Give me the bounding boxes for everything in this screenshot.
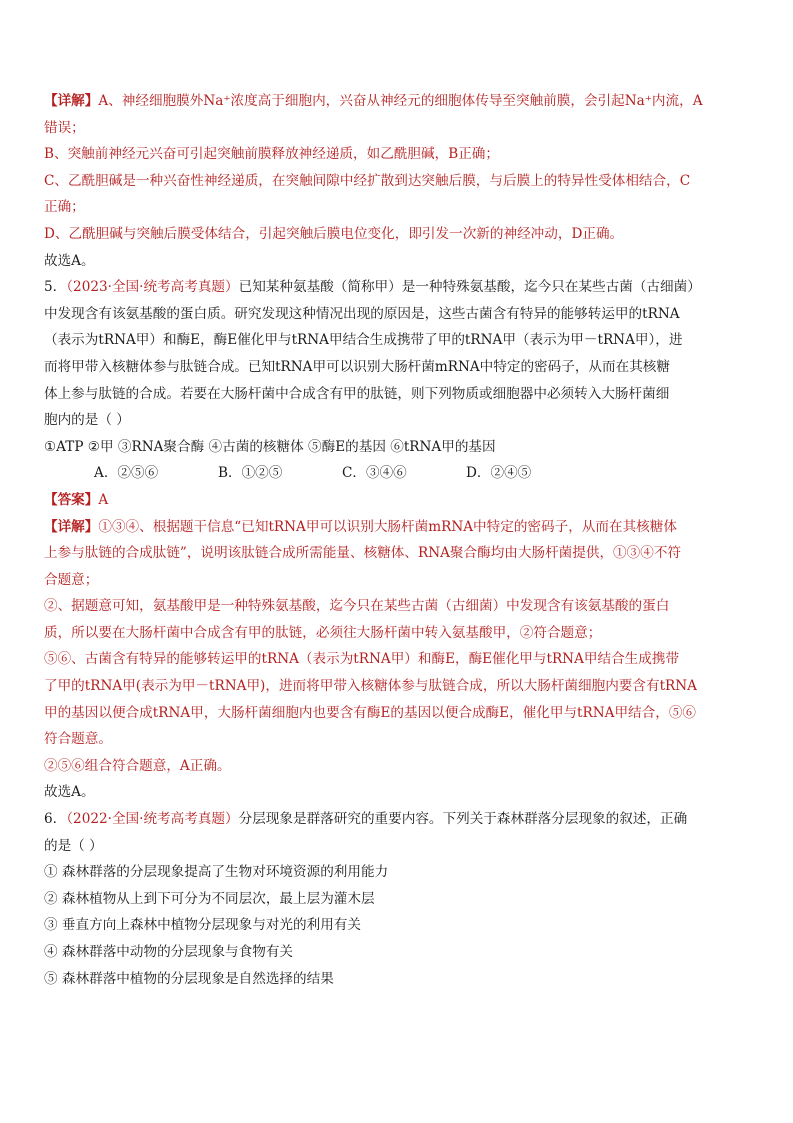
q5-answer xyxy=(44,487,756,514)
q5-option-c: C．③④⑥ xyxy=(342,465,407,482)
document-page xyxy=(44,88,756,992)
q5-stem-line-3: （表示为tRNA甲）和酶E，酶E催化甲与tRNA甲结合生成携带了甲的tRNA甲（表示为甲－tRNA甲），进 xyxy=(44,332,683,349)
q4-detail-line-5: 正确； xyxy=(44,199,85,216)
q6-item-5: ⑤ 森林群落中植物的分层现象是自然选择的结果 xyxy=(44,970,334,987)
q5-stem-line-6: 胞内的是（ ） xyxy=(44,412,130,429)
q6-item-4: ④ 森林群落中动物的分层现象与食物有关 xyxy=(44,944,294,960)
q5-detail-line-2: 上参与肽链的合成肽链”，说明该肽链合成所需能量、核糖体、RNA聚合酶均由大肠杆菌提供，①③④不符 xyxy=(44,545,682,562)
q6-item-3: ③ 垂直方向上森林中植物分层现象与对光的利用有关 xyxy=(44,917,361,934)
q4-detail-line-6: D、乙酰胆碱与突触后膜受体结合，引起突触后膜电位变化，即引发一次新的神经冲动，D正确。 xyxy=(44,225,624,242)
q5-source: （2023·全国·统考高考真题） xyxy=(66,279,239,296)
q5-items: ①ATP ②甲 ③RNA聚合酶 ④古菌的核糖体 ⑤酶E的基因 ⑥tRNA甲的基因 xyxy=(44,438,496,455)
q5-option-a: A．②⑤⑥ xyxy=(94,465,159,482)
q5-option-b: B．①②⑤ xyxy=(218,465,283,482)
q5-detail-line-10: ②⑤⑥组合符合题意，A正确。 xyxy=(44,757,231,774)
q5-detail-line-1: 【详解】①③④、根据题干信息“已知tRNA甲可以识别大肠杆菌mRNA中特定的密码子，从而在其核糖体 xyxy=(44,518,677,535)
q5-detail-line-6: ⑤⑥、古菌含有特异的能够转运甲的tRNA（表示为tRNA甲）和酶E，酶E催化甲与tRNA甲结合生成携带 xyxy=(44,651,680,668)
q6-number: 6． xyxy=(44,811,67,828)
q5-detail-line-7: 了甲的tRNA甲(表示为甲－tRNA甲)，进而将甲带入核糖体参与肽链合成，所以大肠杆菌细胞内要含有tRNA xyxy=(44,678,697,695)
q5-conclusion: 故选A。 xyxy=(44,784,95,801)
q5-stem-line-1: 5．（2023·全国·统考高考真题）已知某种氨基酸（简称甲）是一种特殊氨基酸，迄今只在某些古菌（古细菌） xyxy=(44,279,701,296)
q5-detail-line-4: ②、据题意可知，氨基酸甲是一种特殊氨基酸，迄今只在某些古菌（古细菌）中发现含有该氨基酸的蛋白 xyxy=(44,598,670,615)
q6-item-2: ② 森林植物从上到下可分为不同层次，最上层为灌木层 xyxy=(44,890,375,907)
q6-stem-line-2: 的是（ ） xyxy=(44,837,103,854)
q5-detail-line-3: 合题意； xyxy=(44,571,99,588)
q5-option-d: D．②④⑤ xyxy=(466,465,532,482)
q5-answer-value: A xyxy=(98,491,109,508)
q5-stem-line-2: 中发现含有该氨基酸的蛋白质。研究发现这种情况出现的原因是，这些古菌含有特异的能够转运甲的tRNA xyxy=(44,305,680,322)
q5-options xyxy=(44,460,756,487)
q5-answer-tag: 【答案】 xyxy=(44,491,99,508)
q5-detail-tag: 【详解】 xyxy=(44,518,99,535)
q5-detail-line-9: 符合题意。 xyxy=(44,731,112,748)
q4-detail-line-4: C、乙酰胆碱是一种兴奋性神经递质，在突触间隙中经扩散到达突触后膜，与后膜上的特异性受体相结合，C xyxy=(44,172,691,189)
q4-detail-line-3: B、突触前神经元兴奋可引起突触前膜释放神经递质，如乙酰胆碱，B正确； xyxy=(44,146,499,163)
q4-detail-tag: 【详解】 xyxy=(44,93,99,109)
q5-detail-line-5: 质，所以要在大肠杆菌中合成含有甲的肽链，必须往大肠杆菌中转入氨基酸甲，②符合题意； xyxy=(44,624,602,641)
q4-conclusion: 故选A。 xyxy=(44,252,95,269)
q5-detail-line-8: 甲的基因以便合成tRNA甲，大肠杆菌细胞内也要含有酶E的基因以便合成酶E，催化甲与tRNA甲结合，⑤⑥ xyxy=(44,704,697,721)
q6-source: （2022·全国·统考高考真题） xyxy=(66,811,239,828)
q5-stem-line-4: 而将甲带入核糖体参与肽链合成。已知tRNA甲可以识别大肠杆菌mRNA中特定的密码子，从而在其核糖 xyxy=(44,358,670,375)
q5-number: 5． xyxy=(44,279,67,296)
q4-detail-line-1: 【详解】A、神经细胞膜外Na⁺浓度高于细胞内，兴奋从神经元的细胞体传导至突触前膜，会引起Na⁺内流，A xyxy=(44,93,703,109)
q6-stem-line-1: 6．（2022·全国·统考高考真题）分层现象是群落研究的重要内容。下列关于森林群落分层现象的叙述，正确 xyxy=(44,811,688,828)
q4-detail-line-2: 错误； xyxy=(44,119,85,136)
q6-item-1: ① 森林群落的分层现象提高了生物对环境资源的利用能力 xyxy=(44,864,389,881)
q5-stem-line-5: 体上参与肽链的合成。若要在大肠杆菌中合成含有甲的肽链，则下列物质或细胞器中必须转入大肠杆菌细 xyxy=(44,385,670,402)
